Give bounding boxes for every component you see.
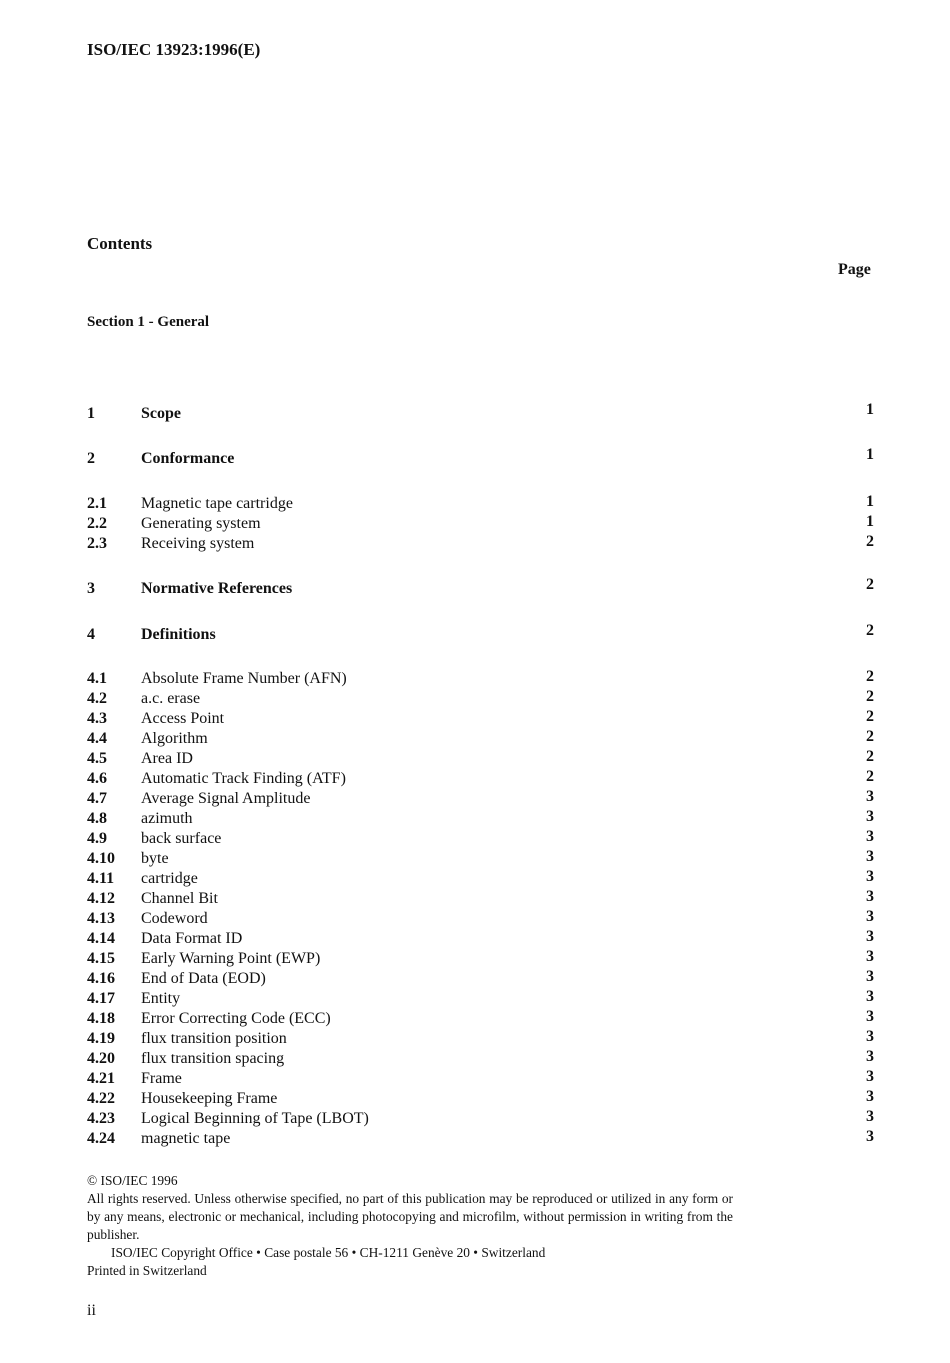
toc-entry-number: 4.12 (87, 890, 115, 907)
toc-entry-title: Conformance (141, 450, 235, 467)
toc-entry[interactable] (87, 514, 877, 534)
toc-entry[interactable] (87, 749, 877, 769)
toc-entry[interactable] (87, 969, 877, 989)
toc-entry-title: flux transition position (141, 1030, 287, 1047)
toc-entry[interactable] (87, 669, 877, 689)
copyright-footer (87, 1172, 733, 1280)
toc-entry-title: Scope (141, 405, 181, 422)
toc-entry-title: Area ID (141, 750, 193, 767)
toc-entry-title: Channel Bit (141, 890, 218, 907)
toc-entry-number: 4.2 (87, 690, 107, 707)
toc-entry-title: magnetic tape (141, 1130, 231, 1147)
toc-entry[interactable] (87, 929, 877, 949)
toc-entry-title: Data Format ID (141, 930, 243, 947)
toc-entry[interactable] (87, 1069, 877, 1089)
toc-entry-page: 3 (866, 988, 874, 1005)
toc-entry-title: Average Signal Amplitude (141, 790, 311, 807)
contents-heading: Contents (87, 234, 153, 253)
toc-entry-title: Normative References (141, 580, 293, 597)
toc-entry-page: 3 (866, 1068, 874, 1085)
toc-entry[interactable] (87, 1009, 877, 1029)
toc-entry-page: 2 (866, 668, 874, 685)
toc-entry-page: 1 (866, 401, 874, 418)
toc-entry-number: 4.18 (87, 1010, 115, 1027)
toc-entry[interactable] (87, 849, 877, 869)
toc-entry-number: 4.6 (87, 770, 107, 787)
toc-entry-number: 4.10 (87, 850, 115, 867)
toc-entry[interactable] (87, 869, 877, 889)
toc-entry-number: 4.14 (87, 930, 115, 947)
toc-entry-page: 2 (866, 576, 874, 593)
toc-entry[interactable] (87, 401, 877, 424)
toc-entry-number: 4.9 (87, 830, 107, 847)
page-column-label: Page (838, 261, 871, 278)
copyright-line: © ISO/IEC 1996 (87, 1173, 178, 1188)
toc-entry-number: 4.24 (87, 1130, 115, 1147)
toc-entry-page: 3 (866, 968, 874, 985)
toc-entry-number: 4.11 (87, 870, 115, 887)
toc-entry[interactable] (87, 789, 877, 809)
toc-entry-number: 3 (87, 580, 95, 597)
toc-entry-title: Frame (141, 1070, 182, 1087)
toc-entry-page: 3 (866, 928, 874, 945)
toc-entry[interactable] (87, 809, 877, 829)
toc-entry-page: 3 (866, 868, 874, 885)
toc-entry-number: 2.1 (87, 495, 107, 512)
toc-entry[interactable] (87, 1109, 877, 1129)
toc-entry[interactable] (87, 1129, 877, 1149)
toc-entry-page: 3 (866, 848, 874, 865)
toc-entry-number: 4.13 (87, 910, 115, 927)
toc-entry-page: 3 (866, 828, 874, 845)
toc-entry-page: 3 (866, 908, 874, 925)
toc-entry-number: 4.1 (87, 670, 107, 687)
toc-entry[interactable] (87, 729, 877, 749)
toc-entry-page: 2 (866, 622, 874, 639)
toc-entry-page: 2 (866, 688, 874, 705)
toc-entry-title: Definitions (141, 626, 216, 643)
toc-entry-title: Housekeeping Frame (141, 1090, 278, 1107)
toc-entry-title: Automatic Track Finding (ATF) (141, 770, 346, 787)
toc-entry-title: back surface (141, 830, 222, 847)
toc-entry-number: 4.7 (87, 790, 107, 807)
toc-entry[interactable] (87, 622, 877, 645)
toc-entry[interactable] (87, 709, 877, 729)
toc-entry-number: 4.19 (87, 1030, 115, 1047)
toc-entry-page: 3 (866, 808, 874, 825)
toc-entry-number: 4.5 (87, 750, 107, 767)
toc-entry-page: 1 (866, 513, 874, 530)
toc-entry[interactable] (87, 494, 877, 514)
toc-entry-number: 4.8 (87, 810, 107, 827)
toc-entry-title: byte (141, 850, 169, 867)
toc-entry-number: 4.23 (87, 1110, 115, 1127)
toc-entry-number: 4.3 (87, 710, 107, 727)
toc-entry-page: 3 (866, 1048, 874, 1065)
toc-entry-title: a.c. erase (141, 690, 201, 707)
toc-entry-title: End of Data (EOD) (141, 970, 266, 987)
toc-entry[interactable] (87, 949, 877, 969)
toc-entry-title: Absolute Frame Number (AFN) (141, 670, 347, 687)
toc-entry-title: Algorithm (141, 730, 208, 747)
toc-entry-page: 1 (866, 446, 874, 463)
toc-entry-number: 4.4 (87, 730, 107, 747)
toc-entry[interactable] (87, 989, 877, 1009)
toc-entry-title: Generating system (141, 515, 261, 532)
toc-entry-page: 2 (866, 768, 874, 785)
toc-entry-title: azimuth (141, 810, 193, 827)
toc-entry-page: 3 (866, 1088, 874, 1105)
toc-entry-page: 1 (866, 493, 874, 510)
toc-entry[interactable] (87, 1089, 877, 1109)
toc-entry-page: 3 (866, 888, 874, 905)
printed-in: Printed in Switzerland (87, 1263, 207, 1278)
toc-entry-number: 4 (87, 626, 95, 643)
toc-entry-number: 2 (87, 450, 95, 467)
toc-entry-title: flux transition spacing (141, 1050, 285, 1067)
toc-entry-number: 4.16 (87, 970, 115, 987)
toc-entry[interactable] (87, 576, 877, 599)
toc-entry-number: 4.20 (87, 1050, 115, 1067)
toc-entry-number: 2.3 (87, 535, 107, 552)
toc-entry[interactable] (87, 909, 877, 929)
toc-entry-page: 3 (866, 948, 874, 965)
rights-statement: All rights reserved. Unless otherwise specified, no part of this publication may be reproduced or utilized in any form or by any means, electronic or mechanical, including photocopying and microfilm, without permission in writing from the publisher. (87, 1191, 733, 1242)
toc-entry-page: 2 (866, 533, 874, 550)
toc-entry[interactable] (87, 829, 877, 849)
page-number: ii (87, 1302, 96, 1319)
toc-entry-page: 3 (866, 1108, 874, 1125)
toc-entry-title: Codeword (141, 910, 208, 927)
toc-entry-page: 2 (866, 708, 874, 725)
toc-entry-page: 2 (866, 748, 874, 765)
toc-entry[interactable] (87, 689, 877, 709)
toc-entry-number: 4.15 (87, 950, 115, 967)
toc-entry-page: 3 (866, 1028, 874, 1045)
toc-entry-number: 2.2 (87, 515, 107, 532)
toc-entry[interactable] (87, 1029, 877, 1049)
document-id: ISO/IEC 13923:1996(E) (87, 40, 261, 59)
toc-entry-title: Entity (141, 990, 181, 1007)
toc-entry-number: 4.17 (87, 990, 115, 1007)
toc-entry[interactable] (87, 446, 877, 469)
toc-entry[interactable] (87, 769, 877, 789)
toc-entry-number: 4.21 (87, 1070, 115, 1087)
toc-entry-title: Access Point (141, 710, 225, 727)
toc-entry-page: 3 (866, 1128, 874, 1145)
section-heading: Section 1 - General (87, 314, 210, 330)
toc-entry-number: 1 (87, 405, 95, 422)
toc-entry[interactable] (87, 889, 877, 909)
toc-entry-number: 4.22 (87, 1090, 115, 1107)
toc-entry-page: 3 (866, 1008, 874, 1025)
toc-entry[interactable] (87, 1049, 877, 1069)
toc-entry-title: Logical Beginning of Tape (LBOT) (141, 1110, 369, 1127)
toc-entry-title: Error Correcting Code (ECC) (141, 1010, 331, 1027)
toc-entry-page: 2 (866, 728, 874, 745)
copyright-office: ISO/IEC Copyright Office • Case postale 56 • CH-1211 Genève 20 • Switzerland (111, 1245, 546, 1260)
toc-entry-title: cartridge (141, 870, 198, 887)
toc-entry[interactable] (87, 534, 877, 554)
toc-entry-title: Receiving system (141, 535, 255, 552)
toc-entry-title: Early Warning Point (EWP) (141, 950, 321, 967)
toc-entry-title: Magnetic tape cartridge (141, 495, 293, 512)
toc-entry-page: 3 (866, 788, 874, 805)
